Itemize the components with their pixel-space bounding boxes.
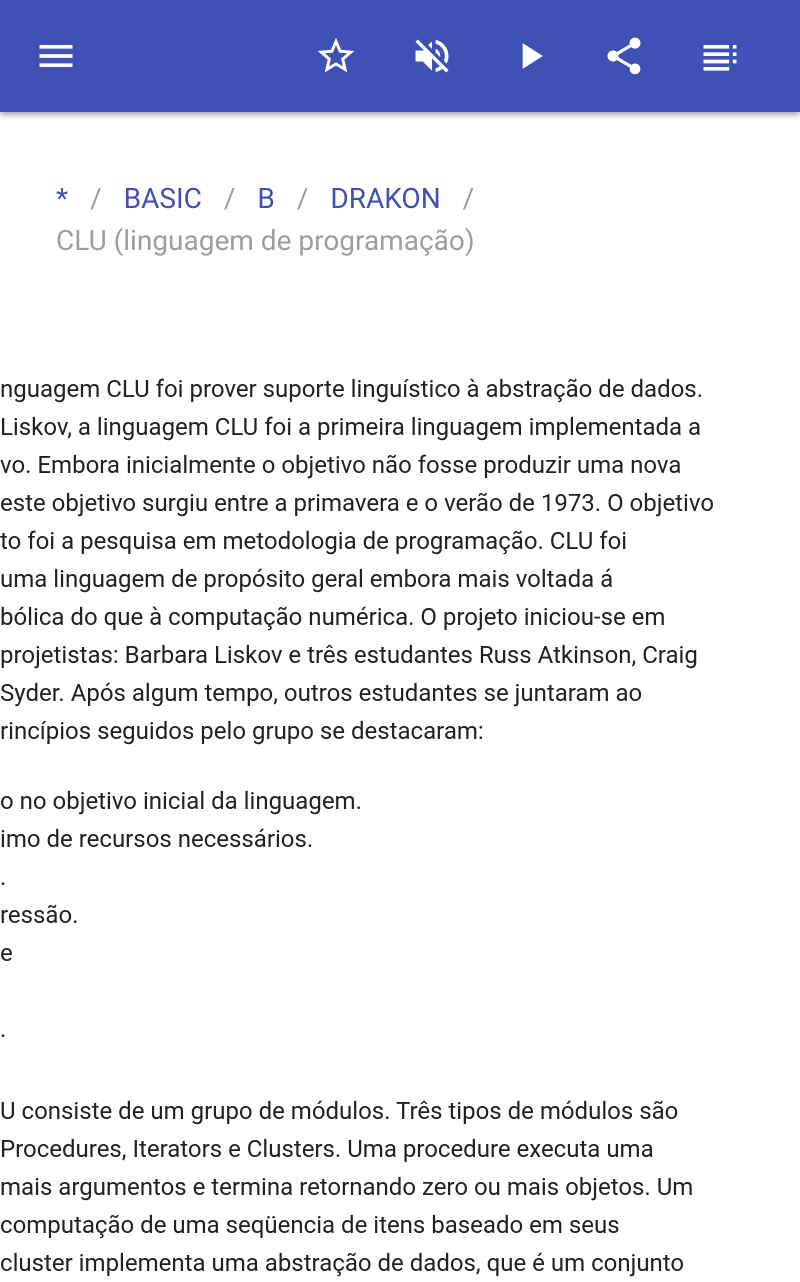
star-icon: [314, 34, 358, 78]
breadcrumb-item-star[interactable]: *: [56, 182, 69, 215]
paragraph-line: Procedures, Iterators e Clusters. Uma procedure executa uma: [0, 1135, 654, 1163]
list-item: o no objetivo inicial da linguagem.: [0, 787, 362, 815]
contents-button[interactable]: [692, 28, 748, 84]
breadcrumb: [56, 178, 756, 262]
paragraph-line: U consiste de um grupo de módulos. Três tipos de módulos são: [0, 1097, 679, 1125]
share-icon: [602, 34, 646, 78]
breadcrumb-separator: /: [90, 182, 102, 215]
share-button[interactable]: [596, 28, 652, 84]
favorite-button[interactable]: [308, 28, 364, 84]
breadcrumb-separator: /: [223, 182, 236, 215]
paragraph-line: to foi a pesquisa em metodologia de programação. CLU foi: [0, 527, 628, 555]
playlist-icon: [698, 34, 742, 78]
paragraph-line: nguagem CLU foi prover suporte linguístico à abstração de dados.: [0, 375, 704, 403]
paragraph-line: mais argumentos e termina retornando zero ou mais objetos. Um: [0, 1173, 694, 1201]
list-item: ressão.: [0, 901, 79, 929]
volume-off-icon: [410, 34, 454, 78]
menu-icon: [34, 34, 78, 78]
menu-button[interactable]: [28, 28, 84, 84]
paragraph-line: cluster implementa uma abstração de dados, que é um conjunto: [0, 1249, 685, 1277]
paragraph-line: projetistas: Barbara Liskov e três estudantes Russ Atkinson, Craig: [0, 641, 698, 669]
breadcrumb-item-b[interactable]: B: [257, 182, 275, 215]
paragraph-line: este objetivo surgiu entre a primavera e o verão de 1973. O objetivo: [0, 489, 714, 517]
breadcrumb-separator: /: [296, 182, 309, 215]
play-icon: [508, 34, 552, 78]
paragraph-line: uma linguagem de propósito geral embora mais voltada á: [0, 565, 614, 593]
app-bar: [0, 0, 800, 112]
article-body: [0, 370, 800, 1282]
spacer: [0, 1048, 800, 1092]
breadcrumb-item-basic[interactable]: BASIC: [123, 182, 202, 215]
list-item: [0, 972, 800, 1010]
play-button[interactable]: [502, 28, 558, 84]
paragraph-line: vo. Embora inicialmente o objetivo não fosse produzir uma nova: [0, 451, 682, 479]
paragraph-line: bólica do que à computação numérica. O projeto iniciou-se em: [0, 603, 666, 631]
paragraph-line: Liskov, a linguagem CLU foi a primeira linguagem implementada a: [0, 413, 702, 441]
list-item: imo de recursos necessários.: [0, 825, 314, 853]
breadcrumb-item-drakon[interactable]: DRAKON: [330, 182, 441, 215]
breadcrumb-current: CLU (linguagem de programação): [56, 224, 475, 257]
list-item: .: [0, 863, 7, 891]
breadcrumb-separator: /: [462, 182, 475, 215]
list-item: e: [0, 939, 13, 967]
mute-button[interactable]: [404, 28, 460, 84]
paragraph-line: rincípios seguidos pelo grupo se destacaram:: [0, 717, 484, 745]
list-item: .: [0, 1015, 7, 1043]
spacer: [0, 750, 800, 782]
paragraph-line: computação de uma seqüencia de itens baseado em seus: [0, 1211, 620, 1239]
paragraph-line: Syder. Após algum tempo, outros estudantes se juntaram ao: [0, 679, 643, 707]
